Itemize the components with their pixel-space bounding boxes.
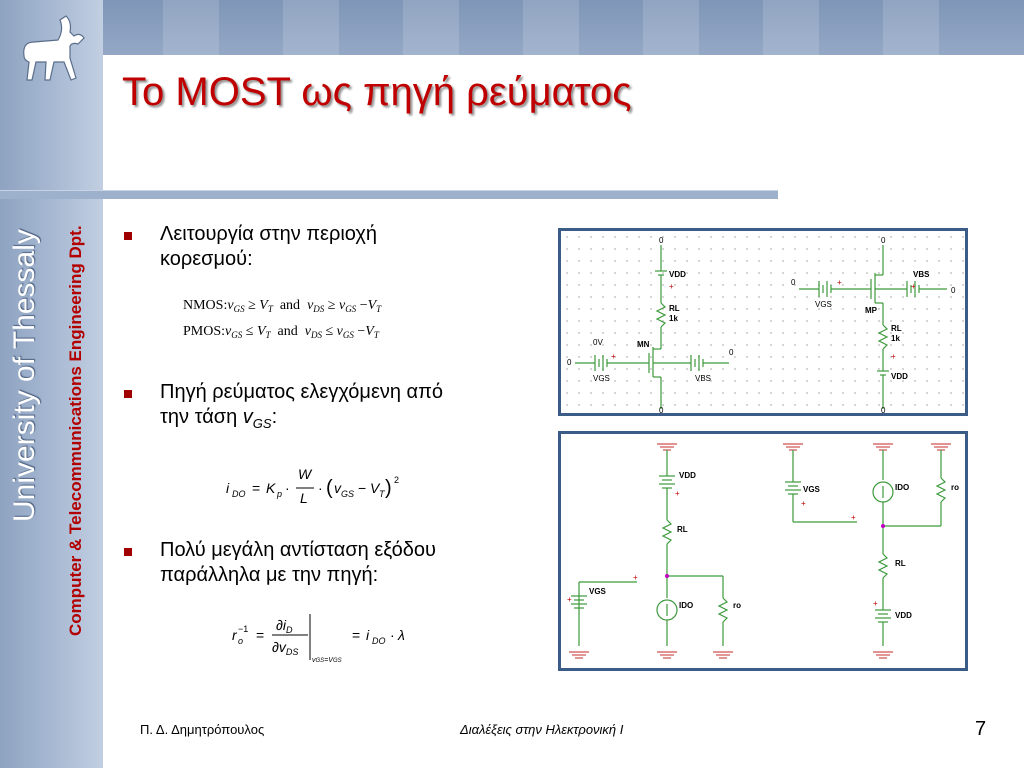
svg-text:p: p xyxy=(277,489,283,499)
svg-text:VDD: VDD xyxy=(891,372,908,381)
svg-text:MP: MP xyxy=(865,306,877,315)
university-logo-centaur-icon xyxy=(14,12,94,92)
circuit-schematic-equivalent xyxy=(558,431,968,671)
svg-text:v: v xyxy=(334,480,341,496)
svg-text:λ: λ xyxy=(398,627,405,643)
svg-text:IDO: IDO xyxy=(895,483,910,492)
bullet-marker xyxy=(124,232,136,244)
svg-text:DO: DO xyxy=(232,489,246,499)
svg-text:0: 0 xyxy=(567,358,572,367)
equation-drain-current xyxy=(222,463,412,513)
svg-text:o: o xyxy=(238,636,244,646)
svg-text:W: W xyxy=(298,466,312,482)
svg-text:0: 0 xyxy=(659,236,664,245)
svg-text:+: + xyxy=(611,352,616,361)
equation-pmos: $PMOS:v_{GS} \le V_T$ and $v_{DS} \le v_{GS} -V_T$ xyxy=(183,324,379,340)
svg-text:0V: 0V xyxy=(593,338,603,347)
svg-text:VGS: VGS xyxy=(589,587,606,596)
svg-text:VGS: VGS xyxy=(803,485,820,494)
svg-text:GS: GS xyxy=(341,489,355,499)
svg-text:+: + xyxy=(851,513,856,522)
equation-output-resistance xyxy=(230,610,430,670)
svg-text:VDD: VDD xyxy=(679,471,696,480)
svg-text:VDD: VDD xyxy=(669,270,686,279)
svg-text:+: + xyxy=(675,489,680,498)
svg-text:=: = xyxy=(252,480,261,496)
svg-text:·: · xyxy=(318,480,323,496)
svg-text:+: + xyxy=(669,282,674,291)
svg-text:i: i xyxy=(226,480,230,496)
bullet-output-resistance: Πολύ μεγάλη αντίσταση εξόδου παράλληλα με την πηγή: xyxy=(160,539,436,586)
svg-text:): ) xyxy=(385,477,392,499)
svg-text:+: + xyxy=(567,595,572,604)
bullet-controlled-source: Πηγή ρεύματος ελεγχόμενη από την τάση $v_{GS}$: xyxy=(160,381,444,431)
svg-text:RL: RL xyxy=(677,525,688,534)
svg-text:T: T xyxy=(379,489,385,499)
svg-text:=: = xyxy=(352,627,361,643)
svg-text:=: = xyxy=(256,627,265,643)
svg-text:IDO: IDO xyxy=(679,601,694,610)
bullet-marker xyxy=(124,548,136,560)
svg-text:0: 0 xyxy=(951,286,956,295)
page-number: 7 xyxy=(975,718,987,740)
svg-text:1k: 1k xyxy=(891,334,900,343)
svg-text:+: + xyxy=(837,278,842,287)
svg-text:+: + xyxy=(873,599,878,608)
university-name: University of Thessaly xyxy=(8,229,41,522)
svg-text:VBS: VBS xyxy=(695,374,712,383)
svg-text:r: r xyxy=(232,627,237,643)
svg-text:VDD: VDD xyxy=(895,611,912,620)
svg-text:+: + xyxy=(801,499,806,508)
svg-text:−: − xyxy=(358,480,367,496)
svg-text:vGS=VGS: vGS=VGS xyxy=(312,657,342,664)
svg-text:V: V xyxy=(370,480,380,496)
svg-text:+: + xyxy=(633,573,638,582)
svg-text:0: 0 xyxy=(729,348,734,357)
svg-text:K: K xyxy=(266,480,276,496)
svg-text:·: · xyxy=(285,480,290,496)
bullet-marker xyxy=(124,390,136,402)
svg-text:∂vDS: $\partial v_{DS}$ xyxy=(272,639,299,657)
svg-text:+: + xyxy=(891,352,896,361)
header-divider xyxy=(0,190,778,199)
svg-text:ro: ro xyxy=(951,483,959,492)
svg-text:RL: RL xyxy=(891,324,902,333)
svg-text:0: 0 xyxy=(659,406,664,413)
footer-course: Διαλέξεις στην Ηλεκτρονική Ι xyxy=(460,722,624,737)
svg-text:−1: −1 xyxy=(238,624,249,634)
bullet-saturation: Λειτουργία στην περιοχή κορεσμού: xyxy=(160,223,378,270)
equation-nmos: $NMOS:v_{GS} \ge V_T$ and $v_{DS} \ge v_{GS} -V_T$ xyxy=(183,298,382,314)
svg-text:0: 0 xyxy=(881,236,886,245)
svg-text:(: ( xyxy=(326,477,333,499)
svg-text:∂iD: $\partial i_D$ xyxy=(276,617,293,635)
svg-text:2: 2 xyxy=(394,475,400,485)
svg-text:1k: 1k xyxy=(669,314,678,323)
svg-text:RL: RL xyxy=(895,559,906,568)
circuit-schematic-mos xyxy=(558,228,968,416)
svg-text:i: i xyxy=(366,627,370,643)
equivalent-schematic-drawing xyxy=(561,434,965,668)
svg-text:VBS: VBS xyxy=(913,270,930,279)
svg-text:VGS: VGS xyxy=(593,374,610,383)
svg-text:L: L xyxy=(300,490,308,506)
svg-text:MN: MN xyxy=(637,340,650,349)
svg-text:RL: RL xyxy=(669,304,680,313)
svg-text:DO: DO xyxy=(372,636,386,646)
top-header-band xyxy=(103,0,1024,55)
svg-text:ro: ro xyxy=(733,601,741,610)
svg-text:0: 0 xyxy=(881,406,886,413)
slide-title: Το MOST ως πηγή ρεύματος xyxy=(122,70,632,114)
svg-text:VGS: VGS xyxy=(815,300,832,309)
department-name: Computer & Telecommunications Engineering Dpt. xyxy=(66,225,85,636)
mos-schematic-drawing xyxy=(561,231,965,413)
svg-text:·: · xyxy=(390,627,395,643)
svg-text:+: + xyxy=(911,282,916,291)
svg-text:0: 0 xyxy=(791,278,796,287)
footer-author: Π. Δ. Δημητρόπουλος xyxy=(140,722,265,737)
